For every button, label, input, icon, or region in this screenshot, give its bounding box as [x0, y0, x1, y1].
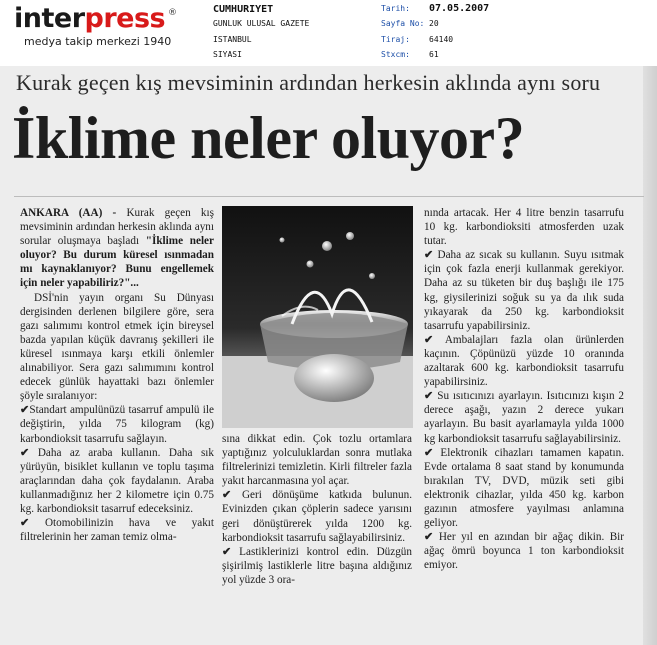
date-label: Tarih:	[381, 4, 410, 13]
date-value: 07.05.2007	[429, 3, 490, 14]
article-headline: İklime neler oluyor?	[12, 105, 525, 171]
stxcm-value: 61	[429, 50, 439, 59]
check-icon: ✔	[222, 545, 232, 558]
registered-mark: ®	[168, 8, 177, 18]
page-no-label: Sayfa No:	[381, 19, 425, 28]
headline-divider	[14, 196, 644, 197]
lead-questions: "İklime neler oluyor? Bu durum küresel ısınmadan mı kaynaklanıyor? Bunu engellemek için neler yapabiliriz?"...	[20, 235, 214, 290]
circulation-value: 64140	[429, 35, 454, 44]
check-icon: ✔	[20, 446, 30, 459]
check-icon: ✔	[424, 249, 434, 262]
check-icon: ✔	[20, 404, 30, 417]
check-icon: ✔	[424, 446, 434, 459]
stxcm-label: Stxcm:	[381, 50, 410, 59]
article-column-1	[20, 206, 214, 544]
article-column-2	[222, 432, 412, 587]
clipping-header	[0, 0, 657, 66]
clipping-edge-shadow	[643, 66, 657, 645]
tip-item	[20, 446, 214, 516]
tip-item	[424, 333, 624, 389]
interpress-logo	[14, 3, 177, 50]
tip-text: Otomobilinizin hava ve yakıt filtrelerinin her zaman temiz olma-	[20, 517, 215, 544]
logo-wordmark	[14, 4, 165, 34]
tip-item	[424, 530, 624, 572]
tip-item	[222, 488, 412, 544]
tip-item	[222, 545, 412, 587]
water-splash-photo	[222, 206, 413, 428]
lead-paragraph	[20, 206, 214, 291]
tip-text: Geri dönüşüme katkıda bulunun. Evinizden çıkan çöplerin sadece yarısını geri dönüştürerek yılda 1200 kg. karbondioksit tasarrufu sağlayabilirsiniz.	[222, 489, 413, 544]
tip-text: Elektronik cihazları tamamen kapatın. Evde ortalama 8 saat stand by konumunda bırakılan TV, DVD, müzik seti gibi elektronik cihazlar, yılda 450 kg. karbon gazının atmosfere yayılması anlamına geliyor.	[424, 446, 624, 530]
body-paragraph: nında artacak. Her 4 litre benzin tasarrufu 10 kg. karbondioksiti atmosferden uzak tutar.	[424, 207, 624, 248]
tip-text: Ambalajları fazla olan ürünlerden kaçının. Çöpünüzü yüzde 10 oranında azaltarak 600 kg. karbondioksit tasarrufu yapabilirsiniz.	[424, 333, 624, 389]
check-icon: ✔	[20, 517, 30, 530]
publication-type: GUNLUK ULUSAL GAZETE	[213, 19, 310, 28]
tip-item	[424, 446, 624, 531]
body-paragraph: sına dikkat edin. Çok tozlu ortamlara yaptığınız yolculuklardan sonra mutlaka filtrelerinizi temizletin. Kirli filtreler fazla yakıt harcanmasına yol açar.	[222, 433, 412, 488]
tip-text: Su ısıtıcınızı ayarlayın. Isıtıcınızı kışın 2 derece aşağı, yazın 2 derece yukarı ayarlayın. Bu basit ayarlamayla yılda 1000 kg karbondioksit tasarrufu sağlayabilirsiniz.	[424, 390, 624, 445]
check-icon: ✔	[424, 390, 434, 403]
logo-word-press: press	[84, 3, 166, 34]
page-no-value: 20	[429, 19, 439, 28]
tip-item	[424, 389, 624, 445]
logo-tagline: medya takip merkezi 1940	[24, 35, 172, 48]
check-icon: ✔	[424, 333, 434, 346]
article-column-3	[424, 206, 624, 572]
body-paragraph: DSİ'nin yayın organı Su Dünyası dergisinden derlenen bilgilere göre, sera gazı salımımı kontrol etmek için bireysel bazda yapılan küçük davranış şekilleri ile küresel ısınmaya karşı etkili önlemler alınabiliyor. Sera gazı salımımını kontrol edecek günlük hayattaki bazı önlemler şöyle sıralanıyor:	[20, 291, 214, 403]
tip-text: Her yıl en azından bir ağaç dikin. Bir ağaç ömrü boyunca 1 ton karbondioksit emiyor.	[424, 531, 625, 572]
check-icon: ✔	[222, 489, 232, 502]
tip-text: Standart ampulünüzü tasarruf ampulü ile değiştirin, yılda 75 kilogram (kg) karbondioksit tasarrufu sağlayın.	[20, 404, 214, 445]
article-kicker: Kurak geçen kış mevsiminin ardından herkesin aklında aynı soru	[16, 70, 601, 95]
tip-text: Lastiklerinizi kontrol edin. Düzgün şişirilmiş lastiklerle litre başına aldığınız yol yüzde 3 ora-	[222, 545, 412, 586]
tip-text: Daha az araba kullanın. Daha sık yürüyün, bisiklet kullanın ve toplu taşıma araçlarından daha çok faydalanın. Araba kullanmadığınız her 2 kilometre için 0.75 kg. karbondioksit tasarruf edeceksiniz.	[20, 446, 215, 515]
publication-name: CUMHURIYET	[213, 4, 274, 15]
circulation-label: Tiraj:	[381, 35, 410, 44]
tip-text: Daha az sıcak su kullanın. Suyu ısıtmak için çok fazla enerji kullanmak gerekiyor. Daha az su tüketen bir duş başlığı ile 175 kg, giysilerinizi soğuk su ya da ılık suda yıkayarak da 250 kg. karbondioksit tasarrufu yapabilirsiniz.	[424, 249, 625, 332]
tip-item	[20, 403, 214, 445]
publication-section: SIYASI	[213, 50, 242, 59]
lead-text: Kurak geçen kış mevsiminin ardından herkesin aklında aynı sorular oluşmaya başladı	[20, 207, 214, 248]
dateline: ANKARA (AA) -	[20, 207, 117, 219]
publication-city: ISTANBUL	[213, 35, 252, 44]
check-icon: ✔	[424, 531, 434, 544]
tip-item	[20, 516, 214, 544]
logo-word-inter: inter	[14, 3, 85, 34]
tip-item	[424, 248, 624, 333]
